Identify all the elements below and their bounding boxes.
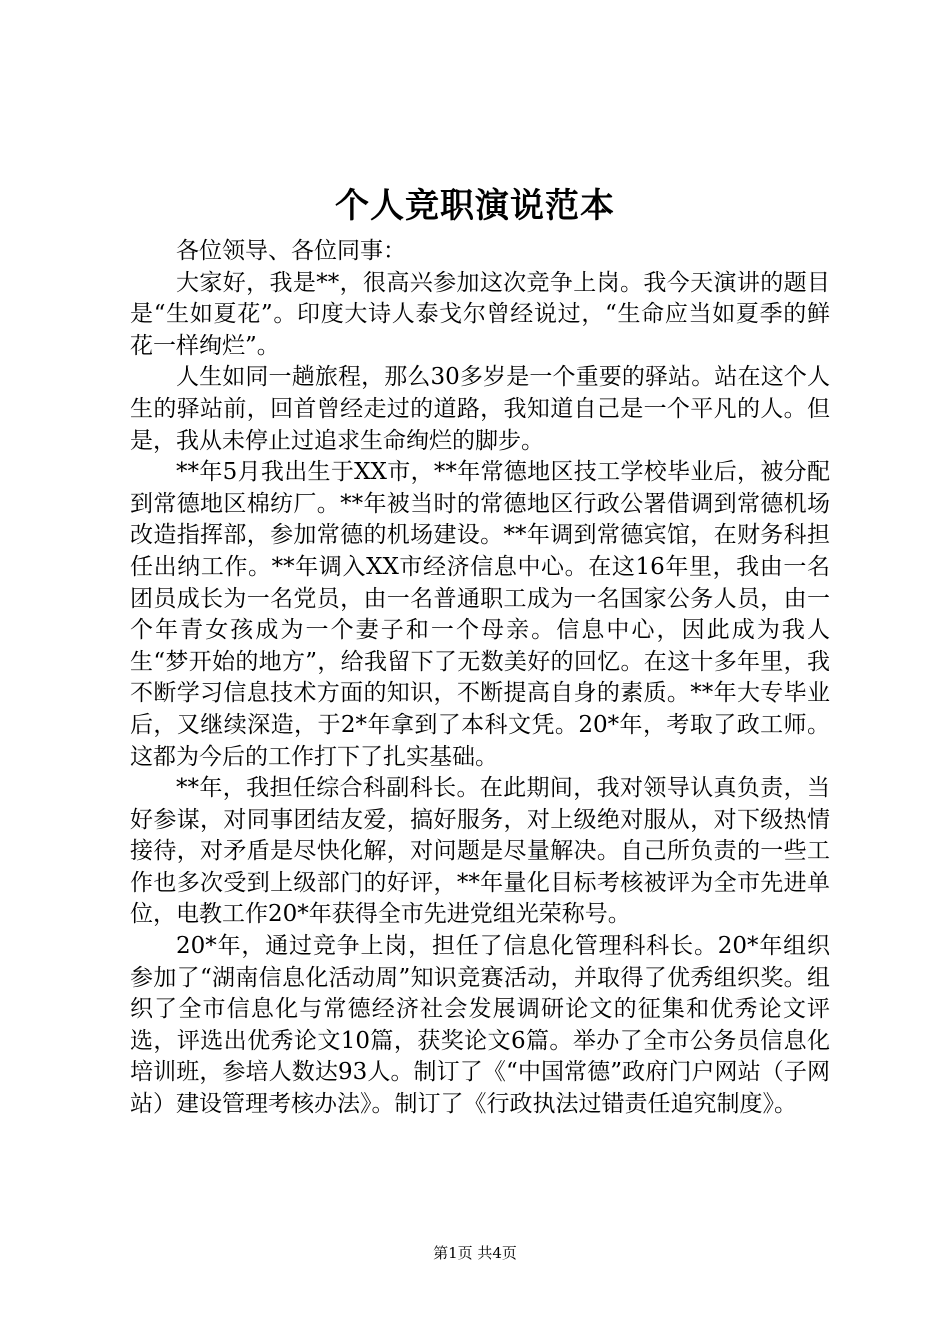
intro-paragraph: 大家好，我是**，很高兴参加这次竞争上岗。我今天演讲的题目是“生如夏花”。印度大诗人泰戈尔曾经说过，“生命应当如夏季的鲜花一样绚烂”。: [130, 269, 830, 359]
page-footer: 第1页 共4页: [433, 1244, 517, 1262]
section-chief-paragraph: 20*年，通过竞争上岗，担任了信息化管理科科长。20*年组织参加了“湖南信息化活动周”知识竞赛活动，并取得了优秀组织奖。组织了全市信息化与常德经济社会发展调研论文的征集和优秀论文评选，评选出优秀论文10篇，获奖论文6篇。举办了全市公务员信息化培训班，参培人数达93人。制订了《“中国常德”政府门户网站（子网站）建设管理考核办法》。制订了《行政执法过错责任追究制度》。: [130, 933, 830, 1118]
deputy-chief-paragraph: **年，我担任综合科副科长。在此期间，我对领导认真负责，当好参谋，对同事团结友爱，搞好服务，对上级绝对服从，对下级热情接待，对矛盾是尽快化解，对问题是尽量解决。自己所负责的一些工作也多次受到上级部门的好评，**年量化目标考核被评为全市先进单位，电教工作20*年获得全市先进党组光荣称号。: [130, 775, 830, 928]
document-body: [130, 236, 830, 1121]
career-history-paragraph: **年5月我出生于XX市，**年常德地区技工学校毕业后，被分配到常德地区棉纺厂。**年被当时的常德地区行政公署借调到常德机场改造指挥部，参加常德的机场建设。**年调到常德宾馆，在财务科担任出纳工作。**年调入XX市经济信息中心。在这16年里，我由一名团员成长为一名党员，由一名普通职工成为一名国家公务人员，由一个年青女孩成为一个妻子和一个母亲。信息中心，因此成为我人生“梦开始的地方”，给我留下了无数美好的回忆。在这十多年里，我不断学习信息技术方面的知识，不断提高自身的素质。**年大专毕业后，又继续深造，于2*年拿到了本科文凭。20*年，考取了政工师。这都为今后的工作打下了扎实基础。: [130, 459, 830, 770]
salutation-paragraph: 各位领导、各位同事：: [176, 238, 406, 264]
life-journey-paragraph: 人生如同一趟旅程，那么30多岁是一个重要的驿站。站在这个人生的驿站前，回首曾经走过的道路，我知道自己是一个平凡的人。但是，我从未停止过追求生命绚烂的脚步。: [130, 364, 830, 454]
document-title: 个人竞职演说范本: [335, 186, 615, 226]
